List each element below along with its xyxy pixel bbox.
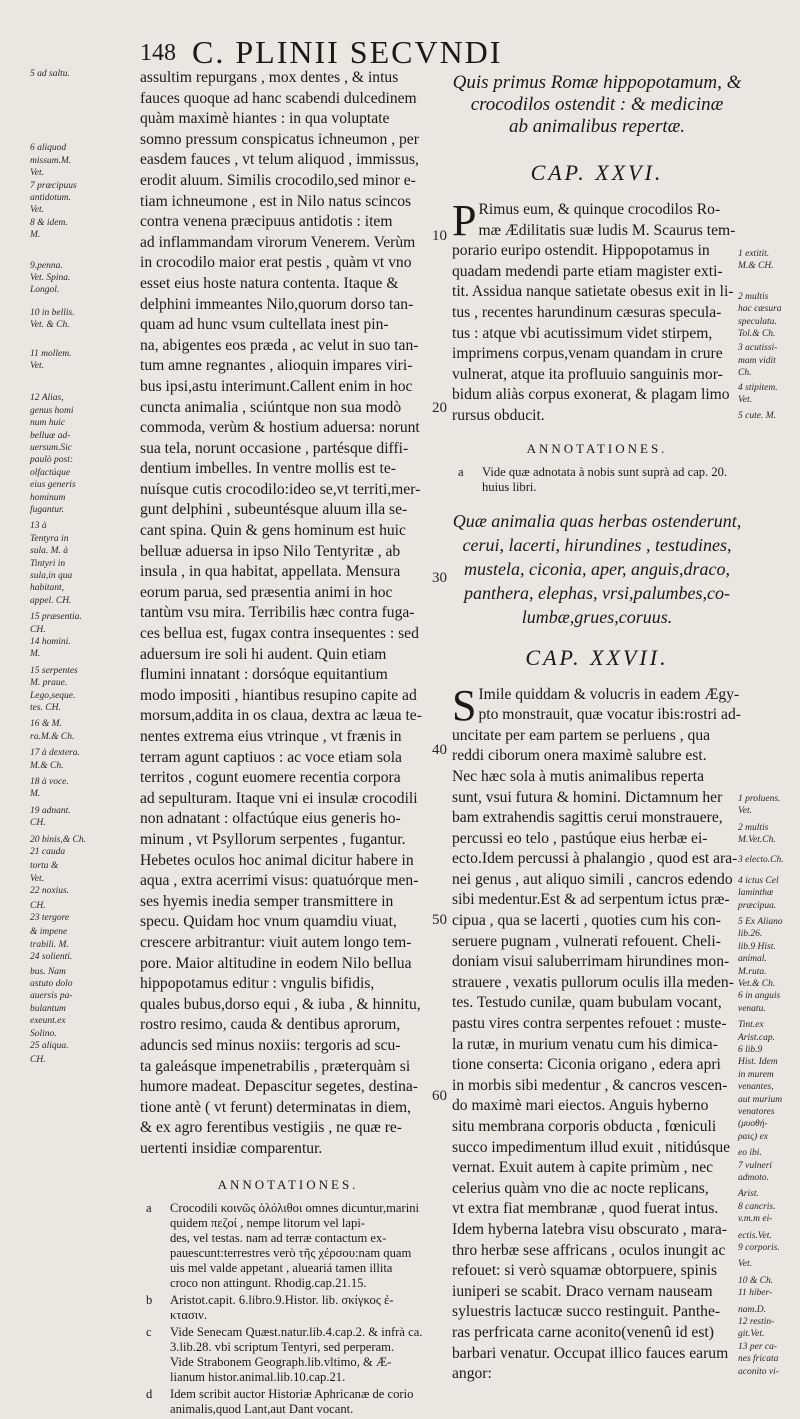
- text-line: rostro resimo, cauda & dentibus aprorum,: [140, 1016, 401, 1034]
- margin-note: 9.penna.: [30, 260, 63, 271]
- text-line: refouet: si verò squamæ obtorpuere, spinis: [452, 1262, 718, 1280]
- margin-note: genus homi: [30, 405, 74, 416]
- annotation-line: huius libri.: [482, 479, 537, 494]
- left-column-text: [140, 68, 436, 1159]
- margin-note: fugantur.: [30, 505, 65, 515]
- annotation-line: lianum histor.animal.lib.10.cap.21.: [170, 1370, 346, 1385]
- text-line: ras perfricata carne aconito(venenû id est): [452, 1323, 714, 1341]
- annotation-key: a: [458, 464, 464, 479]
- margin-note: uersum.Sic: [30, 443, 72, 453]
- margin-note: admoto.: [738, 1173, 769, 1183]
- text-line: pastu vires contra serpentes refouet : muste-: [452, 1015, 727, 1033]
- text-line: percussi eo telo , pastúque eius herbæ ei-: [452, 829, 708, 847]
- margin-note: CH.: [30, 1055, 46, 1066]
- margin-note: M.: [30, 789, 41, 800]
- line-number: 60: [432, 1088, 447, 1104]
- margin-note: trabili. M.: [30, 939, 69, 950]
- margin-note: CH.: [30, 900, 46, 911]
- margin-note: 1 extitit.: [738, 249, 770, 259]
- margin-note: ραις) ex: [738, 1131, 769, 1142]
- margin-note: 2 multis: [738, 291, 769, 302]
- margin-note: 10 & Ch.: [738, 1275, 774, 1286]
- margin-note: 25 aliqua.: [30, 1041, 69, 1051]
- annotation-line: 3.lib.28. vbi scriptum Tentyri, sed perperam.: [170, 1340, 395, 1355]
- line-number: 30: [432, 570, 447, 586]
- margin-note: M.: [30, 649, 41, 660]
- text-line: crescere arbitrantur: viuit autem longo tem-: [140, 933, 412, 951]
- margin-note: mam vidit: [738, 355, 776, 366]
- margin-note: auersis pa-: [30, 991, 73, 1002]
- margin-note: aconito vi-: [738, 1366, 779, 1377]
- margin-note: Vet.: [30, 361, 44, 371]
- margin-note: præcipua.: [738, 900, 777, 911]
- margin-note: 5 ad saltu.: [30, 69, 70, 79]
- annotation-key: b: [146, 1293, 153, 1308]
- margin-note: Vet. Spina.: [30, 273, 71, 283]
- margin-note: 22 noxius.: [30, 886, 70, 897]
- text-line: pto monstrauit, quæ vocatur ibis:rostri ad-: [478, 706, 741, 724]
- margin-note: nam.D.: [738, 1304, 766, 1315]
- text-line: nei genus , aut aliquo simili , cancros edendo: [452, 870, 733, 888]
- margin-note: num huic: [30, 418, 66, 429]
- left-annotations: [140, 1201, 436, 1417]
- text-line: thro herbæ sese affricans , oculos inungit ac: [452, 1241, 726, 1259]
- heading-line: crocodilos ostendit : & medicinæ: [470, 94, 724, 115]
- margin-note: 10 in bellis.: [30, 307, 75, 318]
- margin-note: Vet.: [738, 1259, 752, 1270]
- margin-note: venatores: [738, 1107, 775, 1117]
- margin-note: 12 Alias,: [30, 393, 64, 404]
- margin-note: 9 corporis.: [738, 1243, 780, 1253]
- text-line: in morbis sibi medentur , & cancros vescen-: [452, 1076, 728, 1094]
- margin-note: Vet.: [738, 806, 752, 817]
- margin-note: 14 homini.: [30, 637, 71, 647]
- margin-note: Tintyri in: [30, 558, 66, 569]
- margin-note: bulantum: [30, 1003, 66, 1014]
- right-column: [452, 68, 742, 1385]
- margin-note: 13 per ca-: [738, 1341, 778, 1352]
- text-line: mæ Ædilitatis suæ ludis M. Scaurus tem-: [478, 221, 736, 239]
- text-line: aqua , extra acerrimi visus: quatuórque men-: [140, 872, 419, 890]
- right-annotation-a: [452, 465, 742, 495]
- text-line: Idem hyberna latebra visu obscurato , mara-: [452, 1220, 727, 1238]
- text-line: tit. Assidua nanque satietate obesus exit in li-: [452, 283, 734, 301]
- chapter-27-heading: [452, 509, 742, 629]
- annotation-item: [140, 1293, 436, 1323]
- text-line: bidum aliàs corpus exonerat, & plagam limo: [452, 386, 730, 404]
- text-line: specu. Quidam hoc vnum quamdiu viuat,: [140, 913, 397, 931]
- margin-note: Tentyra in: [30, 533, 69, 544]
- text-line: ad sepulturam. Itaque vni ei insulæ crocodili: [140, 789, 418, 807]
- text-line: commoda, verùm & hostium aduersa: norunt: [140, 419, 420, 437]
- margin-note: M.& CH.: [738, 261, 774, 272]
- annotation-key: c: [146, 1325, 152, 1340]
- text-line: celerius quàm vno die ac nocte replicans,: [452, 1179, 709, 1197]
- text-line: uncitate per eam partem se perluens , qua: [452, 726, 711, 744]
- margin-note: bus. Nam: [30, 966, 66, 977]
- margin-note: 21 cauda: [30, 847, 66, 857]
- text-line: fauces quoque ad hanc scabendi dulcedinem: [140, 89, 417, 107]
- folio-number: 148: [140, 40, 176, 66]
- text-line: dentium imbelles. In ventre mollis est te-: [140, 460, 396, 478]
- margin-note: 8 cancris.: [738, 1201, 776, 1212]
- margin-note: Vet.: [30, 873, 44, 884]
- margin-note: M. praue.: [30, 678, 68, 689]
- drop-cap-s: S: [452, 680, 477, 730]
- margin-note: in murem: [738, 1069, 774, 1080]
- margin-note: 6 lib.9: [738, 1045, 763, 1055]
- text-line: delphini immeantes Nilo,quorum dorso tan-: [140, 295, 414, 313]
- text-line: tes. Testudo cunilæ, quam bubulam vocant,: [452, 994, 722, 1012]
- text-line: quadam medendi parte etiam magister exti-: [452, 262, 723, 280]
- margin-note: 24 solienti.: [30, 952, 73, 963]
- text-line: vernat. Exuit autem à capite primùm , nec: [452, 1159, 714, 1177]
- margin-note: missum.M.: [30, 155, 72, 166]
- text-line: cant spina. Quin & gens hominum est huic: [140, 522, 406, 540]
- margin-note: eius generis: [30, 480, 76, 491]
- margin-note: Arist.: [738, 1189, 759, 1200]
- margin-note: 19 adnant.: [30, 805, 71, 816]
- margin-note: Vet. & Ch.: [30, 320, 70, 331]
- margin-note: Vet.& Ch.: [738, 979, 776, 989]
- margin-note: 2 multis: [738, 822, 769, 833]
- margin-note: Longol.: [30, 285, 60, 296]
- chapter-27-number: CAP. XXVII.: [525, 644, 669, 670]
- line-number: 40: [432, 742, 447, 758]
- text-line: iuniperi se scabit. Draco vernam nauseam: [452, 1282, 713, 1300]
- annotation-line: Idem scribit auctor Historiæ Aphricanæ de corio: [170, 1387, 414, 1402]
- margin-note: 7 præcipuus: [30, 180, 77, 191]
- margin-note: 20 binis,& Ch.: [30, 834, 86, 845]
- margin-note: 1 proluens.: [738, 793, 781, 804]
- annotation-line: uis mel valde appetant , alueariá tamen illita: [170, 1261, 393, 1276]
- text-line: ecto.Idem percussi à phalangio , quod est ara-: [452, 850, 738, 868]
- text-line: hippopotamus editur : vngulis bifidis,: [140, 975, 375, 993]
- text-line: & ex agro ferentibus vestigiis , ne quæ re-: [140, 1119, 402, 1137]
- text-line: minum , vt Psyllorum serpentes , fugantur.: [140, 830, 406, 848]
- text-line: quàm maximè hiantes : in qua voluptate: [140, 110, 390, 128]
- margin-note: 17 à dextera.: [30, 748, 80, 759]
- text-line: bus ipsi,astu interimunt.Callent enim in hoc: [140, 377, 413, 395]
- text-line: assultim repurgans , mox dentes , & intus: [140, 69, 399, 86]
- text-line: aduncis sed minus noxiis: tergoris ad scu-: [140, 1036, 401, 1054]
- margin-note: appel. CH.: [30, 595, 72, 606]
- annotation-line: Vide quæ adnotata à nobis sunt suprà ad cap. 20.: [482, 464, 728, 479]
- chapter-27-text: [452, 680, 742, 1385]
- annotation-line: κτασιν.: [170, 1308, 208, 1323]
- heading-line: panthera, elephas, vrsi,palumbes,co-: [464, 582, 730, 603]
- left-column: [140, 68, 436, 1419]
- margin-note: 3 electo.Ch.: [738, 855, 784, 866]
- annotation-line: pauescunt:terrestres verò τῆς χέρσου:nam quam: [170, 1246, 412, 1261]
- text-line: angor:: [452, 1365, 492, 1383]
- margin-note: paulò post:: [30, 455, 74, 466]
- margin-note: M.& Ch.: [30, 760, 64, 771]
- text-line: esset eius hoste natura contenta. Itaque &: [140, 274, 399, 292]
- annotation-line: Crocodili κοινῶς ὁλόλιθοι omnes dicuntur,marini: [170, 1201, 420, 1216]
- line-number: 20: [432, 400, 447, 416]
- text-line: aduersum ire soli hi audent. Quin etiam: [140, 645, 387, 663]
- text-line: vulnerat, atque ita profluuio sanguinis mor-: [452, 365, 723, 383]
- margin-note: eo ibi.: [738, 1148, 762, 1159]
- text-line: doniam visui saluberrimam hirundines mon-: [452, 953, 730, 971]
- line-number: 10: [432, 228, 447, 244]
- margin-note: 5 cute. M.: [738, 411, 776, 422]
- margin-note: 5 Ex Aliano: [738, 917, 783, 927]
- text-line: tiam ichneumone , est in Nilo natus scincos: [140, 192, 412, 210]
- margin-note: 6 in anguis: [738, 991, 781, 1002]
- margin-note: 15 præsentia.: [30, 612, 82, 623]
- margin-note: 11 mollem.: [30, 348, 72, 359]
- drop-cap-p: P: [452, 196, 477, 245]
- margin-note: sula. M. à: [30, 546, 68, 557]
- text-line: tus : atque vbi acutissimum videt stirpem,: [452, 324, 713, 342]
- annotation-line: quidem πεζοί , nempe litorum vel lapi-: [170, 1216, 366, 1231]
- line-number: 50: [432, 912, 447, 928]
- text-line: bam extrahendis sagittis cerui monstrauere,: [452, 809, 723, 827]
- page-header: [140, 34, 700, 70]
- annotation-item: [140, 1325, 436, 1385]
- text-line: humore madeat. Depascitur segetes, destina-: [140, 1078, 418, 1096]
- margin-note: laminthæ: [738, 888, 774, 899]
- annotation-line: croco non attingunt. Rhodig.cap.21.15.: [170, 1276, 367, 1291]
- margin-note: aut murium: [738, 1094, 783, 1105]
- chapter-26-number: CAP. XXVI.: [530, 160, 664, 185]
- margin-note: 11 hiber-: [738, 1288, 773, 1299]
- text-line: pore. Maior altitudine in eodem Nilo bellua: [140, 954, 412, 972]
- text-line: eorum parua, sed præsentia animi in hoc: [140, 583, 393, 601]
- margin-note: hac cæsura: [738, 304, 782, 315]
- text-line: modo impositi , hiantibus resupino capite ad: [140, 686, 417, 704]
- margin-note: & impene: [30, 927, 68, 938]
- text-line: sibi medentur.Est & ad serpentum ictus præ-: [452, 891, 730, 909]
- margin-note: M.Vet.Ch.: [738, 835, 776, 845]
- margin-note: CH.: [30, 624, 46, 635]
- text-line: reddi ciborum onera maximè salubre est.: [452, 747, 707, 765]
- margin-note: venantes,: [738, 1082, 774, 1093]
- text-line: contra venena præcipuus antidotis : item: [140, 213, 393, 231]
- margin-note: Ch.: [738, 368, 752, 379]
- margin-note: Lego,seque.: [30, 690, 76, 701]
- margin-note: M.: [30, 230, 41, 241]
- chapter-26-heading: [452, 72, 742, 138]
- margin-note: git.Vet.: [738, 1329, 765, 1340]
- text-line: tum amne regnantes , alioquin impares viri-: [140, 357, 413, 375]
- margin-note: 16 & M.: [30, 719, 62, 730]
- text-line: belluæ aduersa in ipso Nilo Tentyritæ , ab: [140, 542, 401, 560]
- margin-note: animal.: [738, 954, 767, 965]
- text-line: erodit aluum. Similis crocodilo,sed minor e-: [140, 171, 416, 189]
- margin-note: hominum: [30, 492, 66, 503]
- margin-note: astuto dolo: [30, 979, 73, 989]
- margin-note: 7 vulneri: [738, 1160, 773, 1171]
- annotation-key: d: [146, 1387, 153, 1402]
- text-line: na, abigentes eos præda , ac velut in suo tan-: [140, 336, 419, 354]
- text-line: gunt delphini , subeuntésque aluum illa se-: [140, 501, 408, 519]
- text-line: ces bellua est, fugax contra insequentes : sed: [140, 625, 419, 643]
- text-line: ad inflammandam virorum Venerem. Verùm: [140, 233, 416, 251]
- text-line: nuísque cutis crocodilo:ideo se,vt territi,mer-: [140, 480, 421, 498]
- text-line: barbari venatur. Occupat illico fauces earum: [452, 1344, 729, 1362]
- margin-note: 12 restin-: [738, 1317, 775, 1327]
- text-line: quales bubus,dorso equi , & iuba , & hinnitu,: [140, 995, 421, 1013]
- text-line: seruere pugnam , vulnerati refouent. Cheli-: [452, 932, 721, 950]
- margin-note: (μυοθή-: [738, 1119, 768, 1130]
- margin-note: belluæ ad-: [30, 430, 71, 441]
- annotation-line: Aristot.capit. 6.libro.9.Histor. lib. σκίγκος ἐ-: [170, 1293, 394, 1308]
- margin-note: Arist.cap.: [738, 1032, 775, 1043]
- text-line: easdem fauces , vt telum aliquod , immissus,: [140, 151, 419, 169]
- margin-note: 15 serpentes: [30, 665, 78, 676]
- text-line: cuncta animalia , sciúntque non sua modò: [140, 398, 402, 416]
- text-line: cipua , qua se lacerti , quoties cum his con-: [452, 912, 721, 930]
- text-line: la rutæ, in murium venatu cum his dimica-: [452, 1035, 718, 1053]
- text-line: vt extra fiat membranæ , quod fuerat intus.: [452, 1200, 719, 1218]
- text-line: sua tela, norunt occasione , partésque diffi-: [140, 439, 409, 457]
- text-line: ses hyemis inedia semper transmittere in: [140, 892, 394, 910]
- margin-note: Vet.: [30, 205, 44, 216]
- margin-note: Vet.: [738, 395, 752, 405]
- text-line: situ membrana corporis obducta , fœniculi: [452, 1118, 717, 1135]
- text-line: Imile quiddam & volucris in eadem Ægy-: [478, 685, 740, 703]
- text-line: insula , in qua habitat, appellata. Mensura: [140, 563, 401, 581]
- text-line: rursus obducit.: [452, 406, 545, 424]
- margin-note: habitant,: [30, 583, 65, 594]
- margin-note: 3 acutissi-: [738, 343, 778, 354]
- margin-note: Hist. Idem: [738, 1057, 778, 1068]
- margin-note: v.m.m ei-: [738, 1214, 773, 1225]
- margin-note: venatu.: [738, 1003, 766, 1014]
- margin-note: ectis.Vet.: [738, 1230, 772, 1241]
- text-line: tus , recentes harundinum cæsuras specula-: [452, 303, 722, 321]
- margin-note: Tint.ex: [738, 1020, 764, 1031]
- heading-line: mustela, ciconia, aper, anguis,draco,: [464, 558, 730, 579]
- text-line: sunt, vsui futura & homini. Dictamnum her: [452, 788, 723, 806]
- text-line: uertenti insidiæ comparentur.: [140, 1139, 323, 1157]
- text-line: somno pressum conspicatus ichneumon , per: [140, 130, 419, 148]
- text-line: nentes extrema eius vtrinque , vt frænis in: [140, 728, 402, 745]
- margin-note: 18 à voce.: [30, 777, 69, 787]
- text-line: tantùm vsu mira. Terribilis hæc contra fuga-: [140, 604, 415, 622]
- text-line: ta galeásque impenetrabilis , præterquàm si: [140, 1057, 411, 1075]
- text-line: terram agunt captiuos : ac voce etiam sola: [140, 748, 402, 766]
- margin-note: 4 stipitem.: [738, 382, 778, 393]
- margin-note: 4 ictus Cel: [738, 875, 779, 886]
- heading-line: Quis primus Romæ hippopotamum, &: [452, 72, 742, 93]
- annotation-key: a: [146, 1201, 152, 1216]
- margin-note: exeunt.ex: [30, 1016, 66, 1027]
- text-line: flumini innatant : dorsóque equitantium: [140, 666, 388, 684]
- text-line: Nec hæc sola à mutis animalibus reperta: [452, 767, 705, 785]
- heading-line: lumbæ,grues,coruus.: [521, 606, 673, 627]
- text-line: non adnatant : olfactúque eius generis ho-: [140, 810, 401, 828]
- text-line: quam ad hunc vsum cultellata inest pin-: [140, 316, 389, 334]
- margin-note: lib.26.: [738, 929, 763, 940]
- margin-note: M.ruta.: [738, 966, 767, 977]
- text-line: imprimens corpus,venam quandam in crure: [452, 345, 723, 363]
- right-annotations-title: ANNOTATIONES.: [526, 440, 668, 456]
- margin-note: ra.M.& Ch.: [30, 731, 75, 742]
- margin-note: nes fricata: [738, 1354, 779, 1365]
- heading-line: cerui, lacerti, hirundines , testudines,: [462, 534, 732, 555]
- margin-note: 8 & idem.: [30, 217, 68, 228]
- text-line: strauere , vexatis pullorum oculis illa meden-: [452, 973, 734, 991]
- running-title: C. PLINII SECVNDI: [192, 34, 503, 70]
- text-line: morsum,addita in os claua, dextra ac læua te-: [140, 707, 422, 725]
- heading-line: Quæ animalia quas herbas ostenderunt,: [452, 510, 742, 531]
- margin-note: 13 à: [30, 521, 47, 532]
- annotation-item: [140, 1201, 436, 1291]
- text-line: do maximè mari eiectos. Anguis hyberno: [452, 1097, 709, 1115]
- left-annotations-title: ANNOTATIONES.: [217, 1177, 359, 1193]
- text-line: porario euripo ostendit. Hippopotamus in: [452, 242, 710, 260]
- chapter-26-text: [452, 196, 742, 427]
- annotation-line: Vide Strabonem Geograph.lib.vltimo, & Æ-: [170, 1355, 392, 1370]
- text-line: in crocodilo maior erat pestis , quàm vt vno: [140, 254, 412, 272]
- annotation-line: animalis,quod Lant,aut Dant vocant.: [170, 1402, 354, 1417]
- margin-note: lib.9 Hist.: [738, 941, 776, 952]
- margin-note: 6 aliquod: [30, 143, 67, 154]
- margin-note: Solino.: [30, 1028, 57, 1039]
- text-line: territos , cogunt euomere recentia corpora: [140, 769, 401, 787]
- annotation-line: Vide Senecam Quæst.natur.lib.4.cap.2. & infrà ca.: [170, 1325, 423, 1340]
- margin-note: torta &: [30, 861, 59, 872]
- heading-line: ab animalibus repertæ.: [508, 116, 686, 137]
- annotation-item: [140, 1387, 436, 1417]
- text-line: tione antè ( vt ferunt) determinatas in diem,: [140, 1098, 412, 1116]
- margin-note: tes. CH.: [30, 703, 61, 713]
- text-line: succo impedimentum illud exuit , nitidúsque: [452, 1138, 731, 1156]
- margin-note: antidotum.: [30, 193, 71, 203]
- text-line: syluestris lactucæ succo restinguit. Panthe-: [452, 1303, 721, 1321]
- margin-note: Vet.: [30, 168, 44, 179]
- margin-note: Tol.& Ch.: [738, 329, 776, 339]
- margin-note: sula,in qua: [30, 571, 73, 581]
- margin-note: speculatu.: [738, 316, 777, 327]
- text-line: tione conserta: Ciconia origano , edera apri: [452, 1056, 721, 1074]
- margin-note: CH.: [30, 818, 46, 829]
- margin-note: 23 tergore: [30, 913, 70, 923]
- text-line: Rimus eum, & quinque crocodilos Ro-: [478, 201, 721, 218]
- text-line: Hebetes oculos hoc animal dicitur habere in: [140, 851, 414, 869]
- annotation-line: des, vel testas. nam ad terræ contactum ex-: [170, 1231, 387, 1246]
- margin-note: olfactúque: [30, 467, 71, 478]
